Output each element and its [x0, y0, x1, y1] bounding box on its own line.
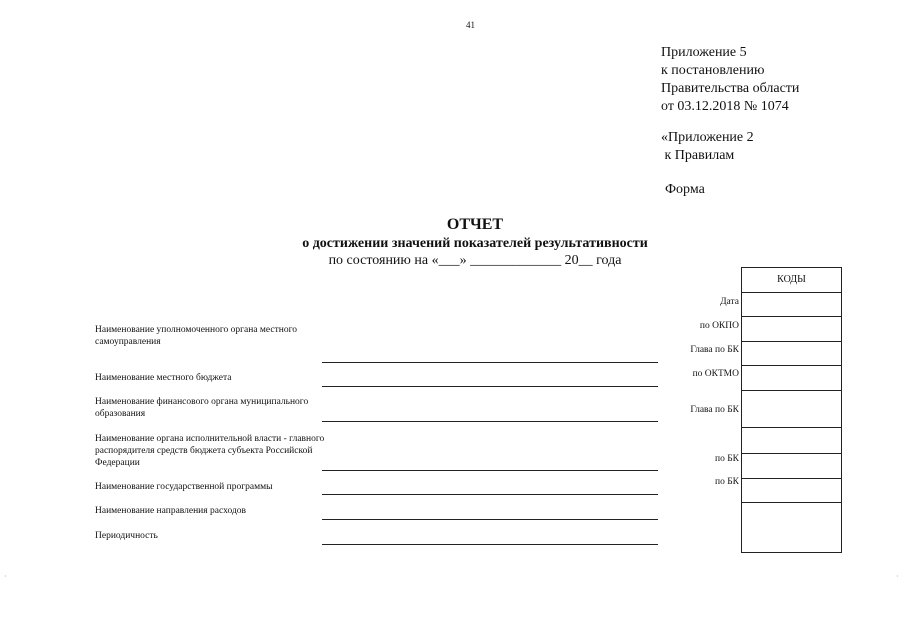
codes-table — [741, 267, 842, 553]
code-cell-date[interactable] — [742, 293, 841, 317]
rules-line: к Правилам — [661, 148, 735, 163]
field-label-direction: Наименование направления расходов — [95, 506, 247, 516]
field-line-periodicity[interactable] — [322, 544, 658, 545]
appendix-line: Приложение 5 — [661, 45, 747, 60]
report-subtitle: о достижении значений показателей результативности — [302, 236, 648, 251]
code-label-okpo: по ОКПО — [699, 321, 739, 331]
field-label-program: Наименование государственной программы — [95, 482, 273, 492]
code-cell-blank[interactable] — [742, 428, 841, 454]
field-label-authority: Наименование уполномоченного органа местного самоуправления — [95, 325, 297, 347]
rules-line: «Приложение 2 — [661, 130, 754, 145]
field-line-finance-body[interactable] — [322, 421, 658, 422]
appendix-block — [661, 44, 799, 116]
code-label-date: Дата — [720, 297, 739, 307]
field-line-authority[interactable] — [322, 362, 658, 363]
margin-tick-left: · — [4, 572, 7, 581]
field-label-budget: Наименование местного бюджета — [95, 373, 232, 383]
report-title: ОТЧЕТ — [446, 216, 504, 233]
report-date-line: по состоянию на «___» _____________ 20__ года — [328, 253, 622, 268]
margin-tick-right: · — [896, 572, 899, 581]
field-line-direction[interactable] — [322, 519, 658, 520]
field-line-executive-body[interactable] — [322, 470, 658, 471]
appendix-line: к постановлению — [661, 63, 765, 78]
code-label-chapter-bk: Глава по БК — [690, 345, 739, 355]
code-cell-chapter-bk[interactable] — [742, 342, 841, 366]
code-cell-okpo[interactable] — [742, 317, 841, 342]
code-cell-bk[interactable] — [742, 454, 841, 479]
code-label-bk-2: по БК — [714, 477, 739, 487]
code-label-bk: по БК — [714, 454, 739, 464]
field-label-finance-body: Наименование финансового органа муниципального образования — [95, 397, 309, 419]
page-number: 41 — [466, 20, 475, 30]
field-line-budget[interactable] — [322, 386, 658, 387]
code-label-oktmo: по ОКТМО — [692, 369, 739, 379]
code-cell-oktmo[interactable] — [742, 366, 841, 391]
form-label: Форма — [665, 182, 705, 197]
appendix-line: от 03.12.2018 № 1074 — [661, 99, 789, 114]
rules-reference — [661, 129, 754, 165]
field-label-periodicity: Периодичность — [95, 531, 158, 541]
field-line-program[interactable] — [322, 494, 658, 495]
codes-header: КОДЫ — [742, 268, 841, 293]
code-cell-chapter-bk-2[interactable] — [742, 391, 841, 428]
code-label-chapter-bk-2: Глава по БК — [690, 405, 739, 415]
code-cell-bottom[interactable] — [742, 503, 841, 552]
code-cell-bk-2[interactable] — [742, 479, 841, 503]
field-label-executive-body: Наименование органа исполнительной власти - главного распорядителя средств бюджета субъекта Российской Федерации — [95, 434, 325, 468]
appendix-line: Правительства области — [661, 81, 800, 96]
